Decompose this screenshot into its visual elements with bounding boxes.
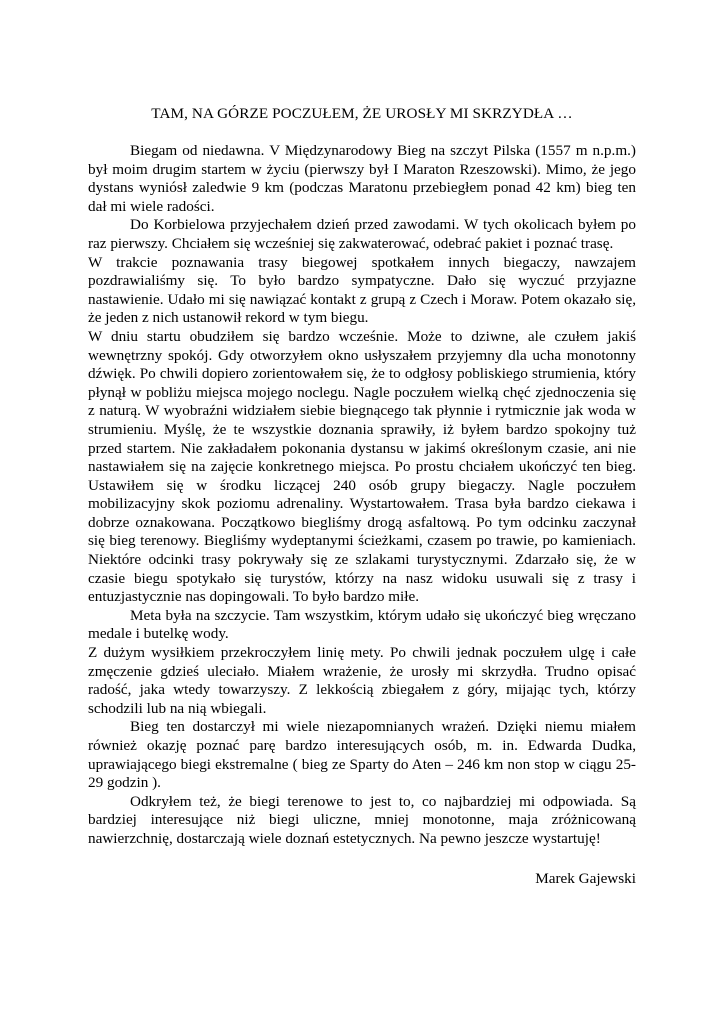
document-body: [88, 142, 636, 849]
paragraph-6: Z dużym wysiłkiem przekroczyłem linię mety. Po chwili jednak poczułem ulgę i całe zmęczenie gdzieś uleciało. Miałem wrażenie, że urosły mi skrzydła. Trudno opisać radość, jaka wtedy towarzyszy. Z lekkością zbiegałem z góry, mijając tych, którzy schodzili lub na nią wbiegali.: [88, 644, 636, 717]
paragraph-1: Biegam od niedawna. V Międzynarodowy Bieg na szczyt Pilska (1557 m n.p.m.) był moim drugim startem w życiu (pierwszy był I Maraton Rzeszowski). Mimo, że jego dystans wyniósł zaledwie 9 km (podczas Maratonu przebiegłem ponad 42 km) bieg ten dał mi wiele radości.: [88, 142, 636, 215]
document-page: [88, 0, 636, 1024]
paragraph-5: Meta była na szczycie. Tam wszystkim, którym udało się ukończyć bieg wręczano medale i butelkę wody.: [88, 606, 636, 643]
author-signature: Marek Gajewski: [535, 870, 636, 887]
paragraph-2: Do Korbielowa przyjechałem dzień przed zawodami. W tych okolicach byłem po raz pierwszy. Chciałem się wcześniej się zakwaterować, odebrać pakiet i poznać trasę.: [88, 216, 636, 252]
paragraph-4: W dniu startu obudziłem się bardzo wcześnie. Może to dziwne, ale czułem jakiś wewnętrzny spokój. Gdy otworzyłem okno usłyszałem przyjemny dla ucha monotonny dźwięk. Po chwili dopiero zorientowałem się, że to odgłosy pobliskiego strumienia, który płynął w pobliżu miejsca mojego noclegu. Nagle poczułem wielką chęć zjednoczenia się z naturą. W wyobraźni widziałem siebie biegnącego tak płynnie i rytmicznie jak woda w strumieniu. Myślę, że te wszystkie doznania sprawiły, iż byłem bardzo spokojny tuż przed startem. Nie zakładałem pokonania dystansu w jakimś określonym czasie, ani nie nastawiałem się na zajęcie konkretnego miejsca. Po prostu chciałem ukończyć ten bieg. Ustawiłem się w środku liczącej 240 osób grupy biegaczy. Nagle poczułem mobilizacyjny skok poziomu adrenaliny. Wystartowałem. Trasa była bardzo ciekawa i dobrze oznakowana. Początkowo biegliśmy drogą asfaltową. Po tym odcinku zaczynał się bieg terenowy. Biegliśmy wydeptanymi ścieżkami, czasem po trawie, po kamieniach. Niektóre odcinki trasy pokrywały się ze szlakami turystycznymi. Zdarzało się, że w czasie biegu spotykało się turystów, którzy na nasz widoku usuwali się z trasy i entuzjastycznie nas dopingowali. To było bardzo miłe.: [88, 327, 636, 606]
paragraph-8: Odkryłem też, że biegi terenowe to jest to, co najbardziej mi odpowiada. Są bardziej interesujące niż biegi uliczne, mniej monotonne, maja zróżnicowaną nawierzchnię, dostarczają wiele doznań estetycznych. Na pewno jeszcze wystartuję!: [88, 792, 636, 847]
document-title: TAM, NA GÓRZE POCZUŁEM, ŻE UROSŁY MI SKRZYDŁA …: [151, 105, 573, 122]
paragraph-7: Bieg ten dostarczył mi wiele niezapomnianych wrażeń. Dzięki niemu miałem również okazję poznać parę bardzo interesujących osób, m. in. Edwarda Dudka, uprawiającego biegi ekstremalne ( bieg ze Sparty do Aten – 246 km non stop w ciągu 25-29 godzin ).: [88, 718, 636, 792]
paragraph-3: W trakcie poznawania trasy biegowej spotkałem innych biegaczy, nawzajem pozdrawialiśmy się. To było bardzo sympatyczne. Dało się wyczuć przyjazne nastawienie. Udało mi się nawiązać kontakt z grupą z Czech i Moraw. Potem okazało się, że jeden z nich ustanowił rekord w tym biegu.: [88, 253, 636, 327]
